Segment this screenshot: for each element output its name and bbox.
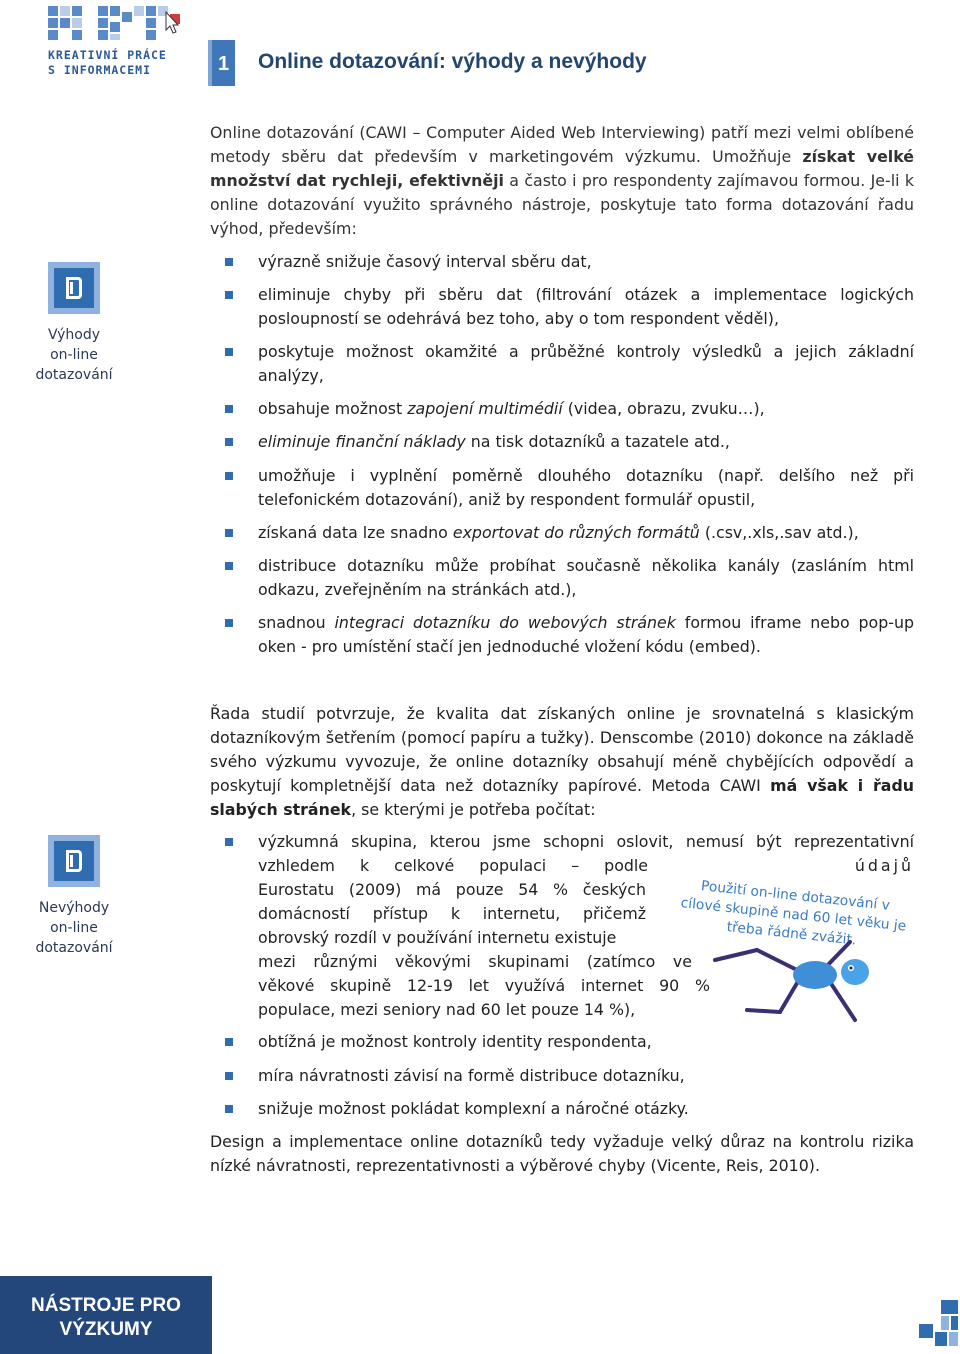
list-item-text: snižuje možnost pokládat komplexní a náročné otázky. (258, 1099, 689, 1118)
list-item-line: věkové skupině 12-19 let využívá internet 90 % (258, 976, 710, 995)
document-icon (48, 262, 100, 314)
list-item-line: mezi různými věkovými skupinami (zatímco ve (258, 952, 692, 971)
list-item-text: získaná data lze snadno (258, 523, 453, 542)
list-item-text: obsahuje možnost (258, 399, 408, 418)
side-label-line: Nevýhody (38, 900, 110, 916)
bullet-marker (225, 838, 233, 846)
intro-text: a často i pro respondenty zajímavou formou. Je-li k online dotazování využito správného nástroje, poskytuje tato forma dotazování řadu výhod, především: (210, 171, 914, 238)
side-label-advantages (14, 325, 134, 385)
list-item-text: distribuce dotazníku může probíhat současně několika kanály (zasláním html odkazu, zveřejněním na stránkách atd.), (258, 556, 914, 599)
list-item (210, 1064, 914, 1088)
list-item-text: eliminuje chyby při sběru dat (filtrování otázek a implementace logických posloupností se odehrává bez toho, aby o tom respondent věděl), (258, 285, 914, 328)
list-item-text: (videa, obrazu, zvuku…), (562, 399, 765, 418)
lying-figure-illustration (705, 930, 905, 1030)
list-item-text: na tisk dotazníků a tazatele atd., (465, 432, 730, 451)
chapter-number: 1 (212, 40, 235, 86)
list-item (210, 340, 914, 388)
list-item-italic: integraci dotazníku do webových stránek (334, 613, 676, 632)
list-item (210, 554, 914, 602)
kpi-logo (46, 4, 191, 78)
list-item-text: umožňuje i vyplnění poměrně dlouhého dotazníku (např. delšího než při telefonickém dotazování), aniž by respondent formulář opustil, (258, 466, 914, 509)
list-item (210, 430, 914, 454)
list-item (210, 611, 914, 659)
list-item-line: populace, mezi seniory nad 60 let pouze 14 %), (258, 1000, 636, 1019)
list-item-text: výrazně snižuje časový interval sběru dat, (258, 252, 592, 271)
corner-squares-decoration (917, 1298, 960, 1348)
list-item-text: formou iframe nebo pop-up oken - pro umístění stačí jen jednoduché vložení kódu (embed). (258, 613, 914, 656)
list-item (210, 1030, 914, 1054)
list-item-text: míra návratnosti závisí na formě distribuce dotazníku, (258, 1066, 685, 1085)
logo-pixel-letters (46, 4, 191, 48)
document-icon (48, 835, 100, 887)
side-label-line: on-line (50, 347, 98, 363)
list-item-text: údajů (854, 856, 914, 875)
list-item (210, 1097, 914, 1121)
intro-bold: má však i řadu slabých stránek (210, 776, 914, 819)
handwritten-note: Použití on-line dotazování v cílové skupině nad 60 let věku je třeba řádně zvážit. (679, 878, 907, 949)
chapter-title: Online dotazování: výhody a nevýhody (258, 50, 647, 73)
list-item-text: vzhledem k celkové populaci – podle (258, 856, 648, 875)
list-item-text: snadnou (258, 613, 335, 632)
intro-text: Řada studií potvrzuje, že kvalita dat získaných online je srovnatelná s klasickým dotazníkovým šetřením (pomocí papíru a tužky). Denscombe (2010) dokonce na základě svého výzkumu vyvozuje, že online dotazníky obsahují méně chybějících odpovědí a poskytují kompletnější data než dotazníky papírové. Metoda CAWI (210, 704, 914, 795)
intro-text: , se kterými je potřeba počítat: (351, 800, 596, 819)
list-item (210, 250, 914, 274)
side-label-line: on-line (50, 920, 98, 936)
footer-line: NÁSTROJE PRO (31, 1295, 181, 1316)
intro-text: Online dotazování (CAWI – Computer Aided Web Interviewing) patří mezi velmi oblíbené metody sběru dat především v marketingovém výzkumu. Umožňuje (210, 123, 914, 166)
list-item-italic: zapojení multimédií (407, 399, 563, 418)
conclusion-paragraph: Design a implementace online dotazníků tedy vyžaduje velký důraz na kontrolu rizika nízké návratnosti, reprezentativnosti a výběrové chyby (Vicente, Reis, 2010). (210, 1132, 914, 1175)
side-label-line: dotazování (35, 367, 113, 383)
list-item-italic: exportovat do různých formátů (452, 523, 700, 542)
advantages-intro (210, 121, 914, 241)
disadvantages-intro (210, 702, 914, 822)
list-item-line: obrovský rozdíl v používání internetu existuje (258, 928, 617, 947)
footer-line: VÝZKUMY (59, 1319, 153, 1340)
list-item-text: poskytuje možnost okamžité a průběžné kontroly výsledků a jejich základní analýzy, (258, 342, 914, 385)
side-label-line: dotazování (35, 940, 113, 956)
list-item-line: domácností přístup k internetu, přičemž (258, 904, 646, 923)
list-item-line (258, 854, 914, 878)
intro-bold: získat velké množství dat rychleji, efektivněji (210, 147, 914, 190)
list-item (210, 464, 914, 512)
list-item-line: Eurostatu (2009) má pouze 54 % českých (258, 880, 646, 899)
side-label-line: Výhody (47, 327, 101, 343)
list-item (210, 283, 914, 331)
list-item (210, 397, 914, 421)
side-label-disadvantages (14, 898, 134, 958)
list-item-text: (.csv,.xls,.sav atd.), (699, 523, 859, 542)
list-item-text: obtížná je možnost kontroly identity respondenta, (258, 1032, 652, 1051)
list-item-line: výzkumná skupina, kterou jsme schopni oslovit, nemusí být reprezentativní (258, 832, 914, 851)
list-item (210, 521, 914, 545)
list-item-italic: eliminuje finanční náklady (258, 432, 466, 451)
footer-section-title (0, 1276, 212, 1354)
logo-text-line1: KREATIVNÍ PRÁCE (48, 48, 167, 62)
logo-text-line2: S INFORMACEMI (48, 63, 152, 77)
